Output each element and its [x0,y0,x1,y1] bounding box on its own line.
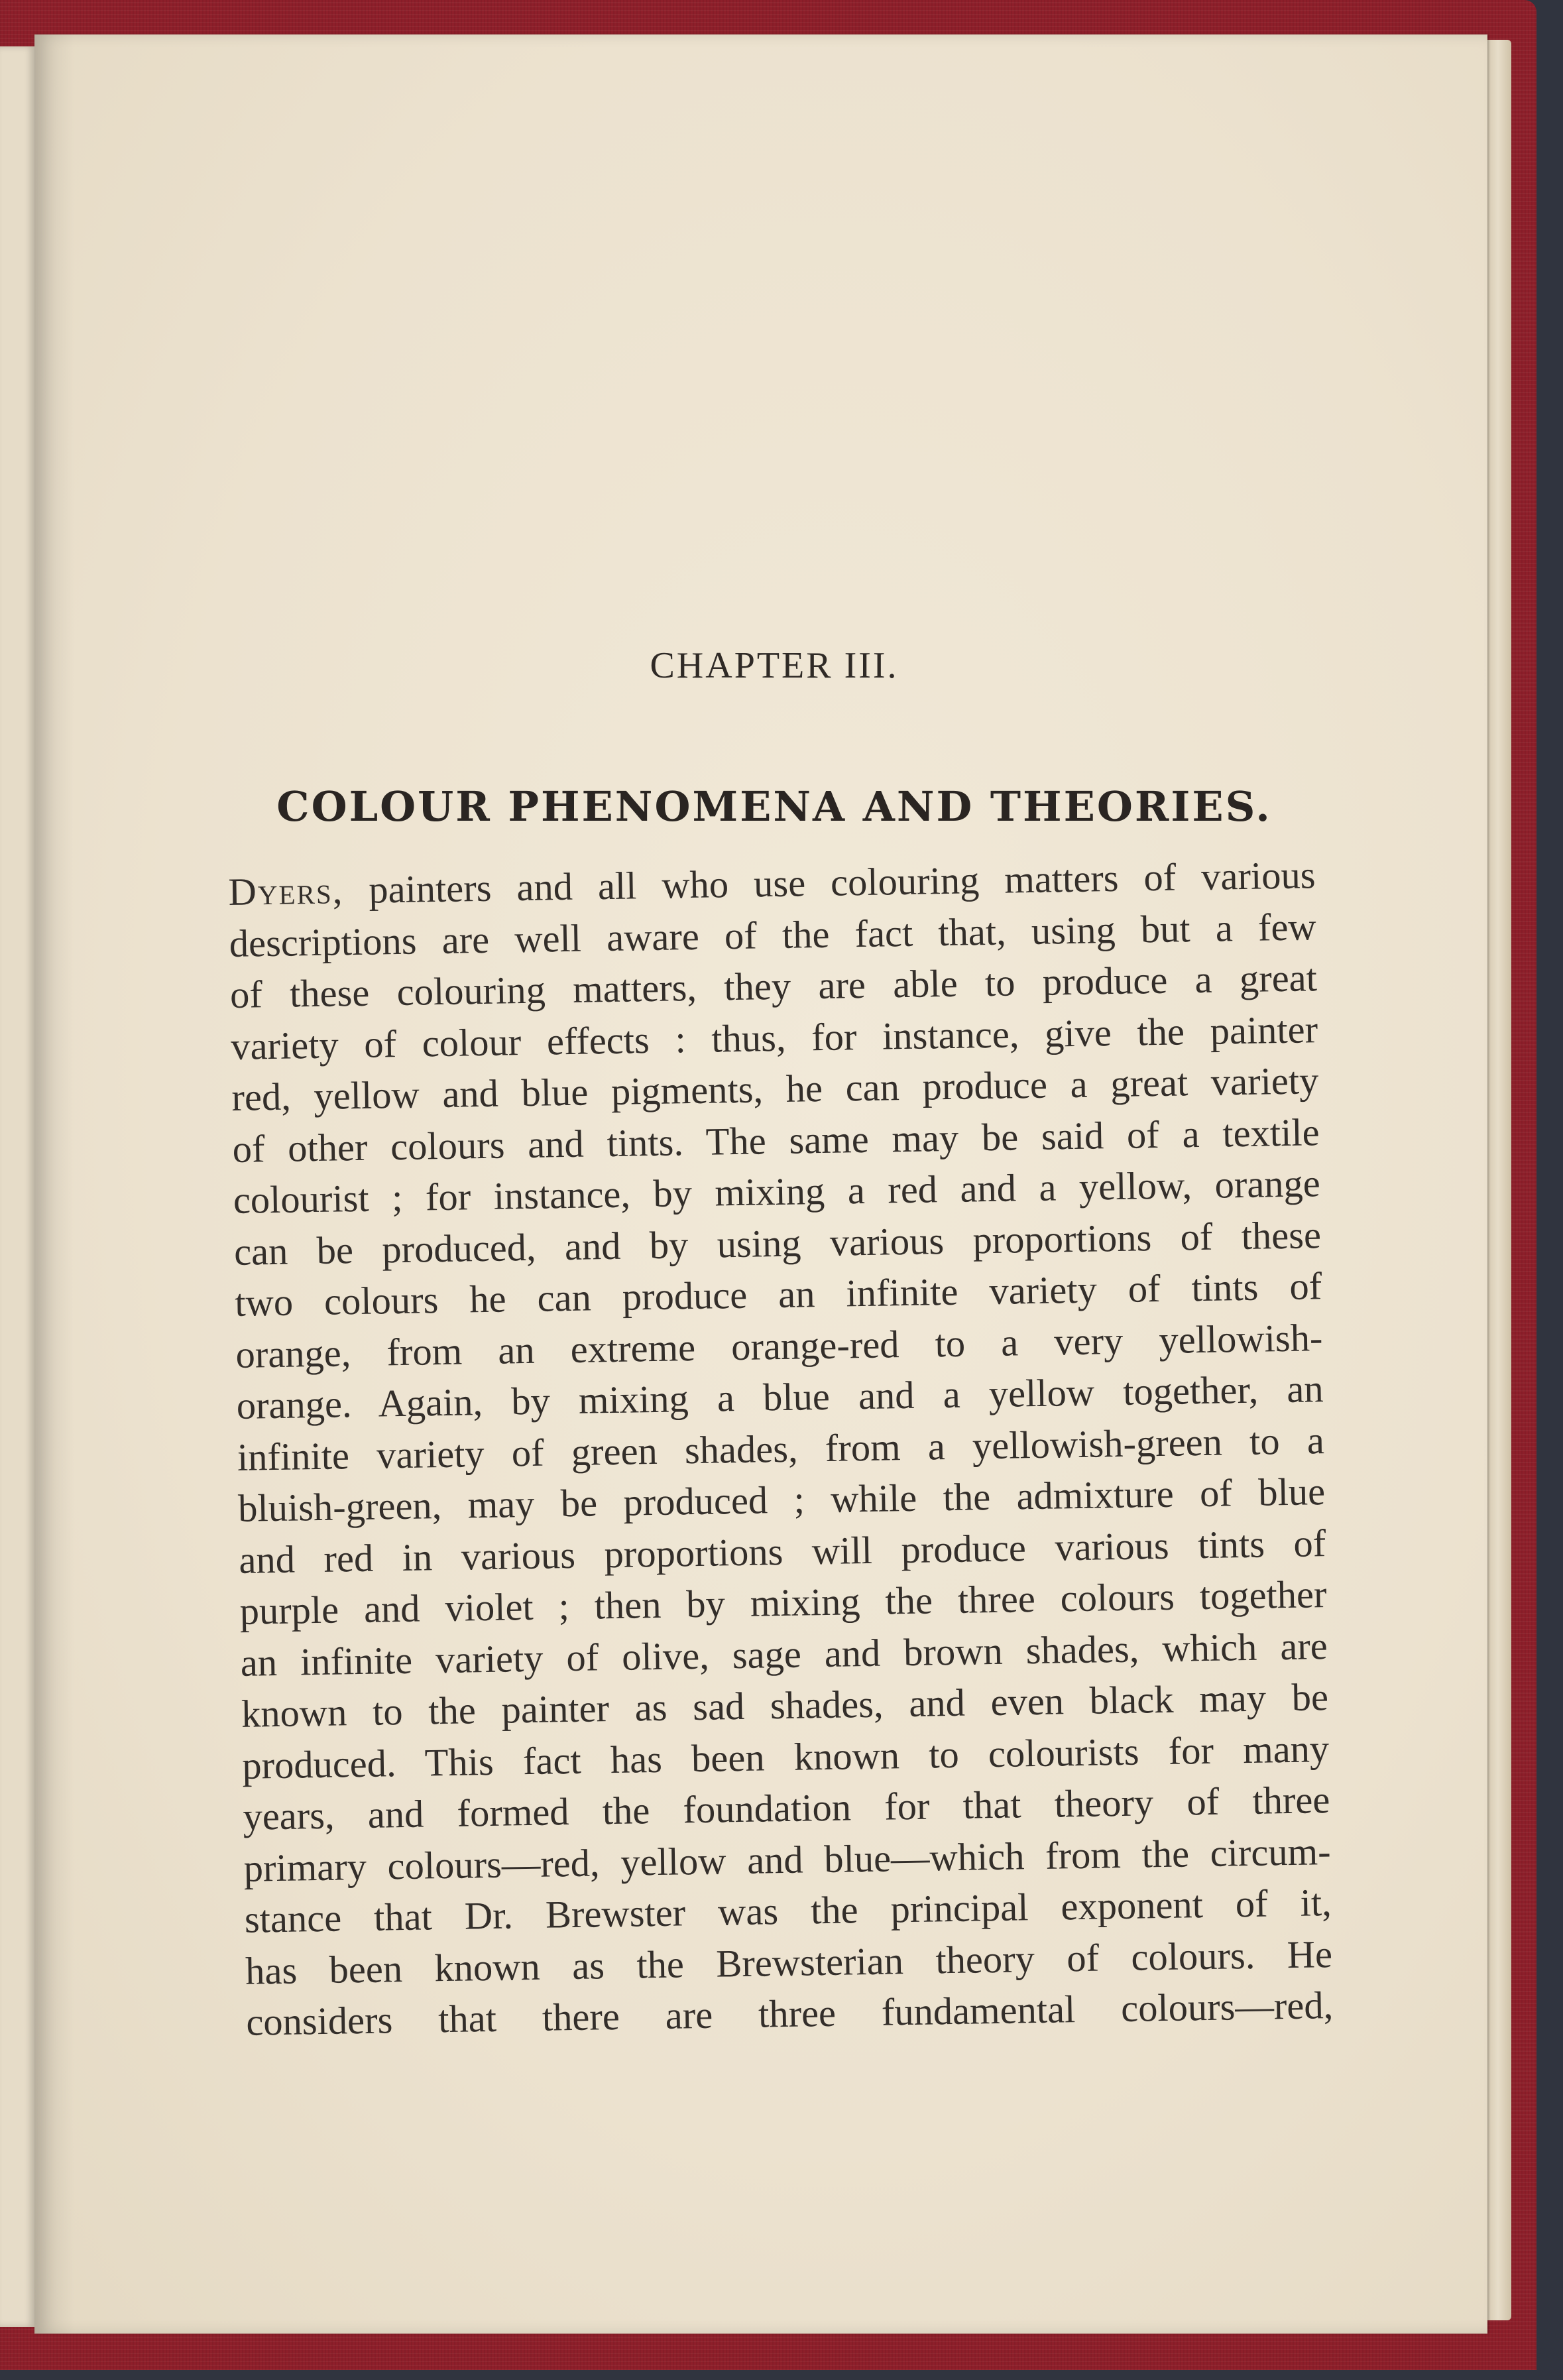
text-line: purple and violet ; then by mixing the three colours together [239,1573,1327,1633]
text-line: produced. This fact has been known to colourists for many [241,1726,1330,1787]
text-line: stance that Dr. Brewster was the principal exponent of it, [244,1881,1332,1941]
text-line: orange. Again, by mixing a blue and a yellow together, an [236,1367,1324,1427]
previous-page-edge [0,46,36,2327]
gutter-shadow [34,34,74,2334]
text-line: has been known as the Brewsterian theory of colours. He [245,1932,1333,1993]
text-line: variety of colour effects : thus, for instance, give the painter [230,1007,1318,1068]
text-line-content: painters and all who use colouring matters of various [343,853,1316,912]
text-line: infinite variety of green shades, from a yellowish-green to a [237,1418,1325,1479]
text-line: bluish-green, may be produced ; while the admixture of blue [237,1470,1326,1530]
text-line: of these colouring matters, they are able to produce a great [229,956,1318,1016]
text-line: can be produced, and by using various proportions of these [233,1213,1322,1274]
text-line: primary colours—red, yellow and blue—which from the circum- [243,1829,1332,1890]
lead-word: Dyers, [228,868,344,914]
book-page [34,34,1487,2334]
text-line: of other colours and tints. The same may be said of a textile [232,1110,1320,1171]
text-line: known to the painter as sad shades, and even black may be [241,1675,1329,1736]
text-line: two colours he can produce an infinite variety of tints of [234,1264,1322,1325]
text-line: years, and formed the foundation for that theory of three [243,1778,1330,1838]
text-line: colourist ; for instance, by mixing a red and a yellow, orange [233,1161,1321,1222]
text-line: red, yellow and blue pigments, he can produce a great variety [231,1059,1319,1119]
text-line: and red in various proportions will produce various tints of [238,1521,1326,1582]
chapter-title: COLOUR PHENOMENA AND THEORIES. [276,782,1272,831]
text-line: an infinite variety of olive, sage and brown shades, which are [240,1624,1328,1685]
body-text [228,849,1334,2048]
text-line: orange, from an extreme orange-red to a very yellowish- [235,1315,1323,1376]
text-line: descriptions are well aware of the fact that, using but a few [229,904,1317,965]
text-line: considers that there are three fundamental colours—red, [245,1984,1334,2044]
chapter-heading: CHAPTER III. [650,645,899,686]
